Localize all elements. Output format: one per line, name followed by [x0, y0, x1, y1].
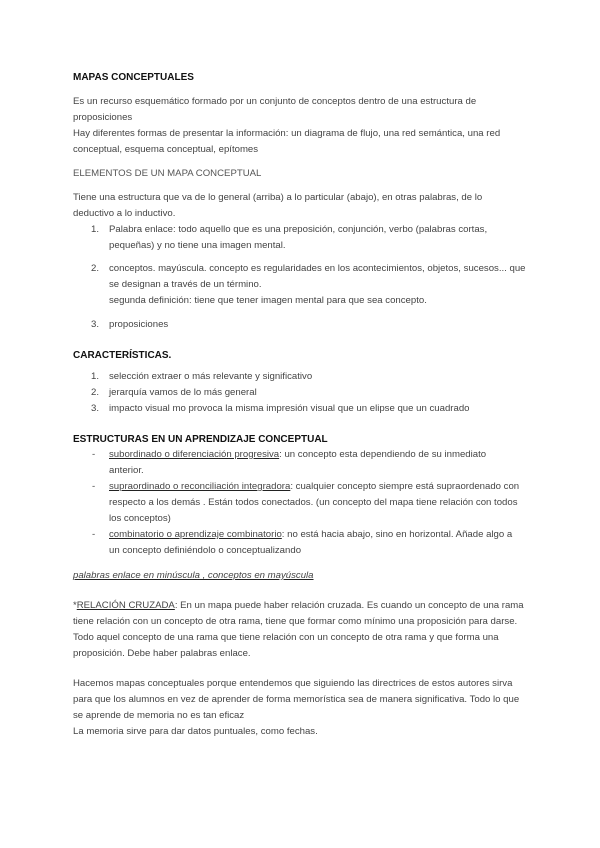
list-item-line — [109, 447, 486, 463]
closing-line: Hacemos mapas conceptuales porque entendemos que siguiendo las directrices de estos autores sirva — [73, 678, 513, 689]
list-number: 3. — [91, 403, 100, 414]
list-number: 3. — [91, 319, 100, 330]
palabras-note: palabras enlace en minúscula , conceptos en mayúscula — [73, 570, 314, 581]
term-description: : En un mapa puede haber relación cruzada. Es cuando un concepto de una rama — [174, 600, 524, 611]
intro-line: Es un recurso esquemático formado por un conjunto de conceptos dentro de una estructura de — [73, 96, 477, 107]
list-item-line: un concepto definiéndolo o conceptualizando — [109, 545, 302, 556]
closing-line: La memoria sirve para dar datos puntuales, como fechas. — [73, 726, 318, 737]
closing-line: para que los alumnos en vez de aprender de forma memorística sea de manera significativa. Todo lo que — [73, 694, 520, 705]
list-dash: - — [92, 449, 96, 460]
list-dash: - — [92, 529, 96, 540]
underlined-term: subordinado o diferenciación progresiva — [109, 449, 280, 460]
elementos-intro-line: Tiene una estructura que va de lo general (arriba) a lo particular (abajo), en otras palabras, de lo — [73, 192, 483, 203]
asterisk: * — [73, 600, 77, 611]
section-heading-caracteristicas: CARACTERÍSTICAS. — [73, 350, 172, 361]
intro-line: conceptual, esquema conceptual, epítomes — [73, 144, 259, 155]
list-item-line: Palabra enlace: todo aquello que es una preposición, conjunción, verbo (palabras cortas, — [109, 224, 488, 235]
closing-line: se aprende de memoria no es tan eficaz — [73, 710, 245, 721]
list-number: 2. — [91, 263, 100, 274]
relacion-line: proposición. Debe haber palabras enlace. — [73, 648, 251, 659]
list-number: 2. — [91, 387, 100, 398]
underlined-term: RELACIÓN CRUZADA — [76, 600, 175, 611]
relacion-line — [73, 598, 524, 614]
list-dash: - — [92, 481, 96, 492]
page-title: MAPAS CONCEPTUALES — [73, 72, 194, 83]
list-item-line: se designan a través de un término. — [109, 279, 262, 290]
underlined-term: supraordinado o reconciliación integradora — [109, 481, 291, 492]
list-item-line: jerarquía vamos de lo más general — [109, 387, 257, 398]
section-heading-elementos: ELEMENTOS DE UN MAPA CONCEPTUAL — [73, 168, 262, 179]
list-item-line — [109, 527, 512, 543]
relacion-line: tiene relación con un concepto de otra rama, tiene que formar como mínimo una proposición para darse. — [73, 616, 518, 627]
list-item-line: conceptos. mayúscula. concepto es regularidades en los acontecimientos, objetos, sucesos... que — [109, 263, 526, 274]
intro-line: proposiciones — [73, 112, 133, 123]
list-item-line — [109, 479, 519, 495]
term-description: : no está hacia abajo, sino en horizontal. Añade algo a — [281, 529, 513, 540]
list-item-line: los conceptos) — [109, 513, 171, 524]
list-item-line: selección extraer o más relevante y significativo — [109, 371, 313, 382]
intro-line: Hay diferentes formas de presentar la información: un diagrama de flujo, una red semántica, una red — [73, 128, 501, 139]
term-description: : cualquier concepto siempre está supraordenado con — [290, 481, 520, 492]
elementos-intro-line: deductivo a lo inductivo. — [73, 208, 176, 219]
list-item-line: proposiciones — [109, 319, 169, 330]
list-item-line: segunda definición: tiene que tener imagen mental para que sea concepto. — [109, 295, 427, 306]
list-item-line: respecto a los demás . Están todos conectados. (un concepto del mapa tiene relación con todos — [109, 497, 518, 508]
underlined-term: combinatorio o aprendizaje combinatorio — [109, 529, 282, 540]
list-item-line: impacto visual mo provoca la misma impresión visual que un elipse que un cuadrado — [109, 403, 470, 414]
list-number: 1. — [91, 371, 100, 382]
list-number: 1. — [91, 224, 100, 235]
list-item-line: anterior. — [109, 465, 144, 476]
term-description: : un concepto esta dependiendo de su inmediato — [279, 449, 487, 460]
section-heading-estructuras: ESTRUCTURAS EN UN APRENDIZAJE CONCEPTUAL — [73, 434, 328, 445]
list-item-line: pequeñas) y no tiene una imagen mental. — [109, 240, 286, 251]
relacion-line: Todo aquel concepto de una rama que tiene relación con un concepto de otra rama y que forma una — [73, 632, 499, 643]
